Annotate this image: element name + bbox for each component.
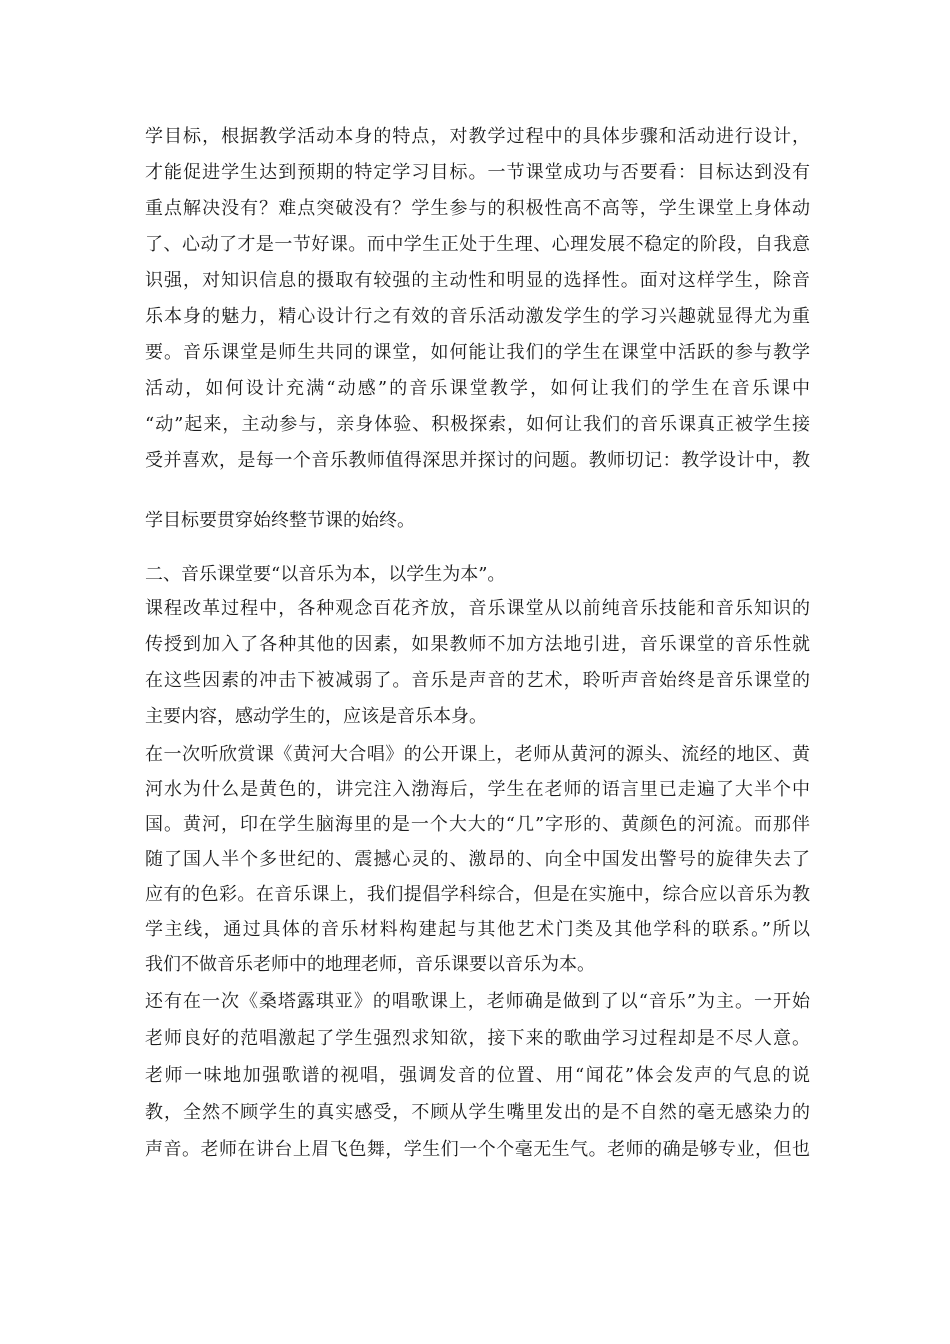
text-line: 在这些因素的冲击下被减弱了。音乐是声音的艺术，聆听声音始终是音乐课堂的 [145,670,810,691]
text-line: 传授到加入了各种其他的因素，如果教师不加方法地引进，音乐课堂的音乐性就 [145,634,810,655]
text-line: 教，全然不顾学生的真实感受，不顾从学生嘴里发出的是不自然的毫无感染力的 [145,1102,810,1123]
text-line: 还有在一次《桑塔露琪亚》的唱歌课上，老师确是做到了以“音乐”为主。一开始 [145,991,810,1012]
text-line: 要。音乐课堂是师生共同的课堂，如何能让我们的学生在课堂中活跃的参与教学 [145,342,810,363]
text-line: 识强，对知识信息的摄取有较强的主动性和明显的选择性。面对这样学生，除音 [145,270,810,291]
section-heading: 二、音乐课堂要“以音乐为本，以学生为本”。 [145,564,506,585]
text-line: 应有的色彩。在音乐课上，我们提倡学科综合，但是在实施中，综合应以音乐为教 [145,884,810,905]
text-line: 老师良好的范唱激起了学生强烈求知欲，接下来的歌曲学习过程却是不尽人意。 [145,1028,810,1049]
text-line: 声音。老师在讲台上眉飞色舞，学生们一个个毫无生气。老师的确是够专业，但也 [145,1139,810,1160]
text-line: 主要内容，感动学生的，应该是音乐本身。 [145,706,487,727]
text-line: 随了国人半个多世纪的、震撼心灵的、激昂的、向全中国发出警号的旋律失去了 [145,849,810,870]
text-line: 在一次听欣赏课《黄河大合唱》的公开课上，老师从黄河的源头、流经的地区、黄 [145,744,810,765]
text-line: 学主线，通过具体的音乐材料构建起与其他艺术门类及其他学科的联系。”所以 [145,919,810,940]
text-line: 学目标要贯穿始终整节课的始终。 [145,510,415,531]
text-line: 活动，如何设计充满“动感”的音乐课堂教学，如何让我们的学生在音乐课中 [145,378,810,399]
text-line: “动”起来，主动参与，亲身体验、积极探索，如何让我们的音乐课真正被学生接 [145,414,810,435]
text-line: 河水为什么是黄色的，讲完注入渤海后，学生在老师的语言里已走遍了大半个中 [145,779,810,800]
text-line: 重点解决没有？难点突破没有？学生参与的积极性高不高等，学生课堂上身体动 [145,198,810,219]
text-line: 乐本身的魅力，精心设计行之有效的音乐活动激发学生的学习兴趣就显得尤为重 [145,306,810,327]
text-line: 国。黄河，印在学生脑海里的是一个大大的“几”字形的、黄颜色的河流。而那伴 [145,814,810,835]
text-line: 了、心动了才是一节好课。而中学生正处于生理、心理发展不稳定的阶段，自我意 [145,234,810,255]
text-line: 受并喜欢，是每一个音乐教师值得深思并探讨的问题。教师切记：教学设计中，教 [145,450,810,471]
text-line: 我们不做音乐老师中的地理老师，音乐课要以音乐为本。 [145,954,595,975]
text-line: 课程改革过程中，各种观念百花齐放，音乐课堂从以前纯音乐技能和音乐知识的 [145,598,810,619]
text-line: 老师一味地加强歌谱的视唱，强调发音的位置、用“闻花”体会发声的气息的说 [145,1065,810,1086]
text-line: 才能促进学生达到预期的特定学习目标。一节课堂成功与否要看：目标达到没有 [145,162,810,183]
text-line: 学目标，根据教学活动本身的特点，对教学过程中的具体步骤和活动进行设计， [145,126,810,147]
